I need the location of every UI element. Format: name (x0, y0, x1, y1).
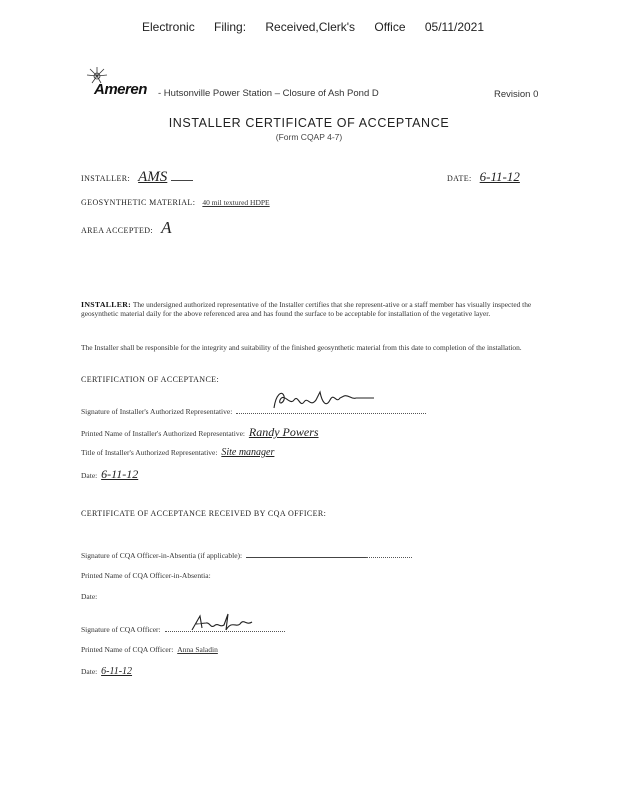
installer-heading: INSTALLER: (81, 300, 132, 309)
form-number: (Form CQAP 4-7) (275, 132, 343, 142)
stamp-filing: Filing: (214, 20, 247, 34)
installer-printed-name-value: Randy Powers (248, 425, 319, 439)
cqa-officer-signature (188, 610, 258, 636)
cqa-officer-signature-label: Signature of CQA Officer: (81, 625, 161, 634)
area-field (81, 218, 171, 238)
installer-title-label: Title of Installer's Authorized Representative: (81, 448, 218, 457)
installer-statement (81, 300, 541, 319)
area-value: A (161, 218, 172, 237)
absentia-name-row (81, 571, 211, 580)
revision-label: Revision 0 (494, 89, 539, 100)
date-value: 6-11-12 (479, 169, 520, 184)
cqa-officer-name-row (81, 645, 218, 654)
document-subtitle: - Hutsonville Power Station – Closure of Ash Pond D (158, 88, 379, 99)
installer-date-value: 6-11-12 (101, 467, 139, 481)
installer-field (81, 168, 193, 186)
responsibility-statement: The Installer shall be responsible for the integrity and suitability of the finished geosynthetic material from this date to completion of the installation. (81, 343, 522, 352)
cqa-heading: CERTIFICATE OF ACCEPTANCE RECEIVED BY CQA OFFICER: (81, 509, 327, 518)
cqa-officer-date-value: 6-11-12 (101, 666, 133, 677)
installer-title-value: Site manager (221, 447, 275, 458)
installer-date-row (81, 467, 138, 482)
installer-printed-name-label: Printed Name of Installer's Authorized Representative: (81, 429, 246, 438)
installer-label: INSTALLER: (81, 174, 131, 183)
date-label: DATE: (447, 174, 472, 183)
stamp-received: Received,Clerk's (265, 20, 356, 34)
cqa-officer-date-label: Date: (81, 667, 98, 676)
filing-stamp (142, 20, 498, 34)
cqa-officer-name-value: Anna Saladin (177, 645, 218, 654)
installer-title-row (81, 447, 274, 458)
absentia-signature-row (81, 549, 412, 560)
installer-signature (270, 386, 380, 416)
installer-value: AMS (138, 169, 168, 185)
date-field (447, 168, 520, 186)
absentia-name-label: Printed Name of CQA Officer-in-Absentia: (81, 571, 211, 580)
geosynthetic-field (81, 192, 270, 210)
logo-text: Ameren (94, 81, 147, 98)
cqa-officer-date-row (81, 666, 132, 677)
certification-heading: CERTIFICATION OF ACCEPTANCE: (81, 375, 220, 384)
geosynthetic-value: 40 mil textured HDPE (202, 198, 270, 207)
stamp-electronic: Electronic (142, 20, 195, 34)
ameren-logo (80, 66, 154, 100)
geosynthetic-label: GEOSYNTHETIC MATERIAL: (81, 198, 196, 207)
absentia-date-label: Date: (81, 592, 98, 601)
installer-paragraph: The undersigned authorized representative of the Installer certifies that she represent-ative or a staff member has visually inspected the geosynthetic material daily for the above referenced area and has found the surface to be acceptable for installation of the vegetative layer. (81, 300, 532, 319)
stamp-office: Office (374, 20, 406, 34)
absentia-signature-label: Signature of CQA Officer-in-Absentia (if applicable): (81, 551, 243, 560)
cqa-officer-name-label: Printed Name of CQA Officer: (81, 645, 174, 654)
area-label: AREA ACCEPTED: (81, 226, 154, 235)
installer-printed-name-row (81, 425, 319, 440)
page-title: INSTALLER CERTIFICATE OF ACCEPTANCE (168, 116, 450, 130)
installer-signature-label: Signature of Installer's Authorized Representative: (81, 407, 233, 416)
absentia-date-row (81, 592, 97, 601)
stamp-date: 05/11/2021 (424, 20, 485, 34)
installer-date-label: Date: (81, 471, 98, 480)
